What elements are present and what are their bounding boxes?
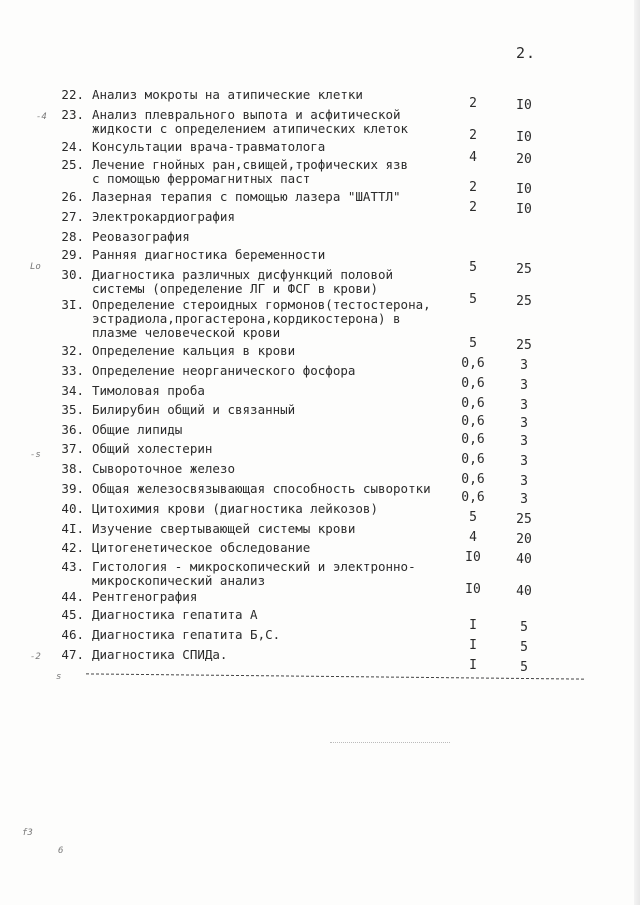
item-description-line: плазме человеческой крови xyxy=(92,325,281,340)
item-value-a: I xyxy=(469,658,477,673)
item-value-a: I0 xyxy=(465,550,481,565)
item-value-a: 5 xyxy=(469,260,477,275)
item-description-line: Рентгенография xyxy=(92,589,198,604)
item-value-a: 5 xyxy=(469,510,477,525)
item-number: 47. xyxy=(61,647,84,662)
item-number: 45. xyxy=(61,607,84,622)
item-value-b: 25 xyxy=(516,512,532,527)
item-number: 23. xyxy=(61,107,84,122)
item-description xyxy=(92,462,437,476)
item-value-b: 3 xyxy=(520,434,528,449)
item-value-b: I0 xyxy=(516,98,532,113)
item-number: 38. xyxy=(61,461,84,476)
item-description-line: системы (определение ЛГ и ФСГ в крови) xyxy=(92,281,378,296)
page-number: 2. xyxy=(516,44,537,62)
item-description-line: Диагностика СПИДа. xyxy=(92,647,228,662)
item-description xyxy=(92,442,437,456)
item-number: 37. xyxy=(61,441,84,456)
item-value-a: I0 xyxy=(465,582,481,597)
margin-mark: 6 xyxy=(58,846,64,856)
item-description xyxy=(92,140,437,154)
item-value-a: 4 xyxy=(469,150,477,165)
item-description-line: Лечение гнойных ран,свищей,трофических язв xyxy=(92,157,409,172)
margin-mark: f3 xyxy=(22,828,33,838)
item-description-line: микроскопический анализ xyxy=(92,573,266,588)
item-value-b: 40 xyxy=(516,552,532,567)
item-number: 32. xyxy=(61,343,84,358)
item-number: 22. xyxy=(61,87,84,102)
item-description xyxy=(92,344,437,358)
item-description-line: Лазерная терапия с помощью лазера "ШАТТЛ" xyxy=(92,189,401,204)
item-description xyxy=(92,108,437,136)
item-description xyxy=(92,230,437,244)
item-description xyxy=(92,502,437,516)
item-value-a: 2 xyxy=(469,128,477,143)
item-value-b: 3 xyxy=(520,454,528,469)
item-description xyxy=(92,608,437,622)
item-value-a: I xyxy=(469,638,477,653)
item-value-b: 40 xyxy=(516,584,532,599)
item-value-b: I0 xyxy=(516,202,532,217)
item-value-b: 3 xyxy=(520,492,528,507)
item-value-a: 0,6 xyxy=(461,414,485,429)
item-value-b: 20 xyxy=(516,152,532,167)
item-description xyxy=(92,628,437,642)
item-value-b: 5 xyxy=(520,660,528,675)
margin-mark: s xyxy=(56,672,62,682)
item-number: 4I. xyxy=(61,521,84,536)
item-description xyxy=(92,248,437,262)
item-number: 43. xyxy=(61,559,84,574)
item-value-a: 0,6 xyxy=(461,452,485,467)
item-description-line: Консультации врача-травматолога xyxy=(92,139,326,154)
item-description-line: Определение кальция в крови xyxy=(92,343,296,358)
item-number: 39. xyxy=(61,481,84,496)
item-value-a: 0,6 xyxy=(461,376,485,391)
item-description-line: Цитогенетическое обследование xyxy=(92,540,311,555)
item-description xyxy=(92,403,437,417)
item-value-a: 0,6 xyxy=(461,472,485,487)
item-number: 35. xyxy=(61,402,84,417)
item-value-b: 3 xyxy=(520,474,528,489)
item-value-b: 3 xyxy=(520,416,528,431)
item-value-a: 0,6 xyxy=(461,432,485,447)
item-number: 26. xyxy=(61,189,84,204)
item-description xyxy=(92,648,437,662)
margin-mark: Lo xyxy=(30,262,41,272)
item-description-line: Диагностика гепатита А xyxy=(92,607,258,622)
margin-mark: -4 xyxy=(36,112,47,122)
item-value-a: 2 xyxy=(469,96,477,111)
item-description-line: жидкости с определением атипических клеток xyxy=(92,121,409,136)
item-value-a: 2 xyxy=(469,180,477,195)
item-description-line: Ранняя диагностика беременности xyxy=(92,247,326,262)
item-number: 28. xyxy=(61,229,84,244)
margin-mark: -s xyxy=(30,450,41,460)
item-description-line: Анализ плеврального выпота и асфитической xyxy=(92,107,401,122)
item-value-b: 5 xyxy=(520,640,528,655)
item-description-line: Билирубин общий и связанный xyxy=(92,402,296,417)
item-value-b: 25 xyxy=(516,338,532,353)
item-description xyxy=(92,560,437,588)
item-number: 29. xyxy=(61,247,84,262)
item-description-line: с помощью ферромагнитных паст xyxy=(92,171,311,186)
item-description xyxy=(92,210,437,224)
item-value-b: 25 xyxy=(516,262,532,277)
item-description-line: Электрокардиография xyxy=(92,209,235,224)
item-description xyxy=(92,364,437,378)
item-description-line: Общие липиды xyxy=(92,422,183,437)
item-value-b: 20 xyxy=(516,532,532,547)
margin-mark: -2 xyxy=(30,652,41,662)
item-description xyxy=(92,423,437,437)
item-value-a: I xyxy=(469,618,477,633)
item-value-a: 0,6 xyxy=(461,490,485,505)
item-description-line: Определение стероидных гормонов(тестостерона, xyxy=(92,297,431,312)
item-number: 27. xyxy=(61,209,84,224)
item-value-a: 0,6 xyxy=(461,356,485,371)
item-description xyxy=(92,482,437,496)
item-value-b: I0 xyxy=(516,130,532,145)
item-description xyxy=(92,590,437,604)
item-number: 24. xyxy=(61,139,84,154)
item-value-b: I0 xyxy=(516,182,532,197)
item-description-line: Реовазография xyxy=(92,229,190,244)
item-number: 3I. xyxy=(61,297,84,312)
item-description-line: Анализ мокроты на атипические клетки xyxy=(92,87,363,102)
item-number: 33. xyxy=(61,363,84,378)
item-description xyxy=(92,541,437,555)
item-value-a: 2 xyxy=(469,200,477,215)
item-description xyxy=(92,268,437,296)
item-number: 34. xyxy=(61,383,84,398)
page-edge-shadow xyxy=(634,0,640,905)
item-description xyxy=(92,298,437,340)
item-number: 40. xyxy=(61,501,84,516)
item-value-b: 3 xyxy=(520,378,528,393)
item-value-b: 5 xyxy=(520,620,528,635)
item-number: 46. xyxy=(61,627,84,642)
item-value-a: 5 xyxy=(469,336,477,351)
faint-mark-line xyxy=(330,742,450,743)
item-description-line: Тимоловая проба xyxy=(92,383,205,398)
item-description-line: Сывороточное железо xyxy=(92,461,235,476)
item-description-line: Изучение свертывающей системы крови xyxy=(92,521,356,536)
item-value-a: 5 xyxy=(469,292,477,307)
item-value-b: 3 xyxy=(520,358,528,373)
item-description-line: эстрадиола,прогастерона,кордикостерона) в xyxy=(92,311,401,326)
item-description xyxy=(92,522,437,536)
item-description xyxy=(92,190,437,204)
item-value-a: 0,6 xyxy=(461,396,485,411)
item-number: 30. xyxy=(61,267,84,282)
item-number: 36. xyxy=(61,422,84,437)
item-value-b: 3 xyxy=(520,398,528,413)
item-description-line: Определение неорганического фосфора xyxy=(92,363,356,378)
item-value-a: 4 xyxy=(469,530,477,545)
item-number: 44. xyxy=(61,589,84,604)
item-description-line: Общий холестерин xyxy=(92,441,213,456)
item-number: 25. xyxy=(61,157,84,172)
item-description-line: Общая железосвязывающая способность сыворотки xyxy=(92,481,431,496)
item-description xyxy=(92,88,437,102)
item-description-line: Цитохимия крови (диагностика лейкозов) xyxy=(92,501,378,516)
item-description-line: Гистология - микроскопический и электронно- xyxy=(92,559,416,574)
item-description-line: Диагностика различных дисфункций половой xyxy=(92,267,394,282)
item-description xyxy=(92,158,437,186)
item-number: 42. xyxy=(61,540,84,555)
item-description-line: Диагностика гепатита Б,С. xyxy=(92,627,281,642)
item-description xyxy=(92,384,437,398)
item-value-b: 25 xyxy=(516,294,532,309)
